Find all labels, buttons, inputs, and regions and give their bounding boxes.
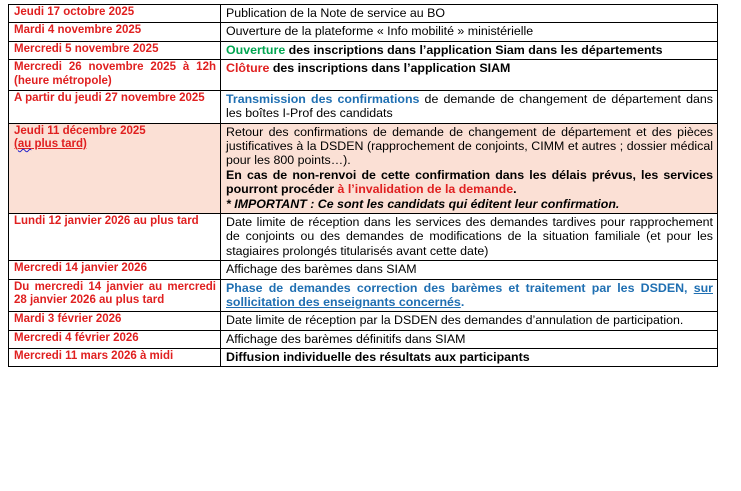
description-cell — [221, 90, 718, 123]
table-row — [9, 261, 718, 279]
table-row — [9, 330, 718, 348]
date-text: Jeudi 11 décembre 2025 — [14, 124, 146, 137]
description-text: des inscriptions dans l’application SIAM — [269, 61, 511, 76]
description-cell — [221, 123, 718, 213]
date-cell: Mardi 3 février 2026 — [9, 312, 221, 330]
date-cell: Du mercredi 14 janvier au mercredi 28 janvier 2026 au plus tard — [9, 279, 221, 312]
description-text: de demande de changement de département dans les boîtes I-Prof des candidats — [226, 91, 713, 121]
table-row — [9, 279, 718, 312]
table-row — [9, 90, 718, 123]
date-cell: Mercredi 4 février 2026 — [9, 330, 221, 348]
table-row — [9, 5, 718, 23]
description-cell: Ouverture de la plateforme « Info mobilité » ministérielle — [221, 23, 718, 41]
description-period: . — [513, 182, 517, 197]
date-cell: Mercredi 26 novembre 2025 à 12h (heure métropole) — [9, 60, 221, 91]
schedule-table — [8, 4, 718, 367]
description-cell: Publication de la Note de service au BO — [221, 5, 718, 23]
date-cell: Mercredi 14 janvier 2026 — [9, 261, 221, 279]
spellcheck-word: au — [17, 137, 32, 150]
description-cell: Date limite de réception par la DSDEN des demandes d’annulation de participation. — [221, 312, 718, 330]
description-period: . — [460, 294, 465, 309]
table-row — [9, 41, 718, 59]
description-paragraph-2: En cas de non-renvoi de cette confirmation dans les délais prévus, les services pourront procéder — [226, 167, 713, 197]
date-cell — [9, 123, 221, 213]
description-emphasis-invalidation: à l’invalidation de la demande — [337, 182, 514, 197]
date-cell: Mercredi 5 novembre 2025 — [9, 41, 221, 59]
date-note: (au plus tard) — [14, 137, 87, 150]
description-emphasis-open: Ouverture — [226, 42, 286, 57]
description-emphasis-underlined: sur sollicitation des enseignants concernés — [226, 280, 713, 309]
description-cell — [221, 41, 718, 59]
description-important-note: * IMPORTANT : Ce sont les candidats qui éditent leur confirmation. — [226, 196, 620, 211]
table-row — [9, 349, 718, 367]
table-row-highlighted — [9, 123, 718, 213]
date-cell: A partir du jeudi 27 novembre 2025 — [9, 90, 221, 123]
description-cell — [221, 60, 718, 91]
description-cell: Affichage des barèmes définitifs dans SIAM — [221, 330, 718, 348]
date-cell: Jeudi 17 octobre 2025 — [9, 5, 221, 23]
description-text: des inscriptions dans l’application Siam dans les départements — [285, 42, 663, 57]
description-cell: Affichage des barèmes dans SIAM — [221, 261, 718, 279]
description-cell — [221, 279, 718, 312]
table-row — [9, 213, 718, 260]
table-row — [9, 60, 718, 91]
table-row — [9, 23, 718, 41]
date-cell: Mardi 4 novembre 2025 — [9, 23, 221, 41]
description-paragraph-1: Retour des confirmations de demande de changement de département et des pièces justificatives à la DSDEN (rapprochement de conjoints, CIMM et autres ; dossier médical pour les 800 points…). — [226, 124, 713, 168]
schedule-table-body — [9, 5, 718, 367]
description-cell: Diffusion individuelle des résultats aux participants — [221, 349, 718, 367]
description-cell: Date limite de réception dans les services des demandes tardives pour rapprochement de conjoints ou des demandes de modifications de la situation familiale (et pour les stagiaires prolongés titularisés avant cette date) — [221, 213, 718, 260]
table-row — [9, 312, 718, 330]
description-emphasis-close: Clôture — [226, 61, 270, 76]
description-emphasis-phase: Phase de demandes correction des barèmes et traitement par les DSDEN, — [226, 280, 694, 295]
date-cell: Lundi 12 janvier 2026 au plus tard — [9, 213, 221, 260]
description-emphasis-transmission: Transmission des confirmations — [226, 91, 420, 106]
date-cell: Mercredi 11 mars 2026 à midi — [9, 349, 221, 367]
